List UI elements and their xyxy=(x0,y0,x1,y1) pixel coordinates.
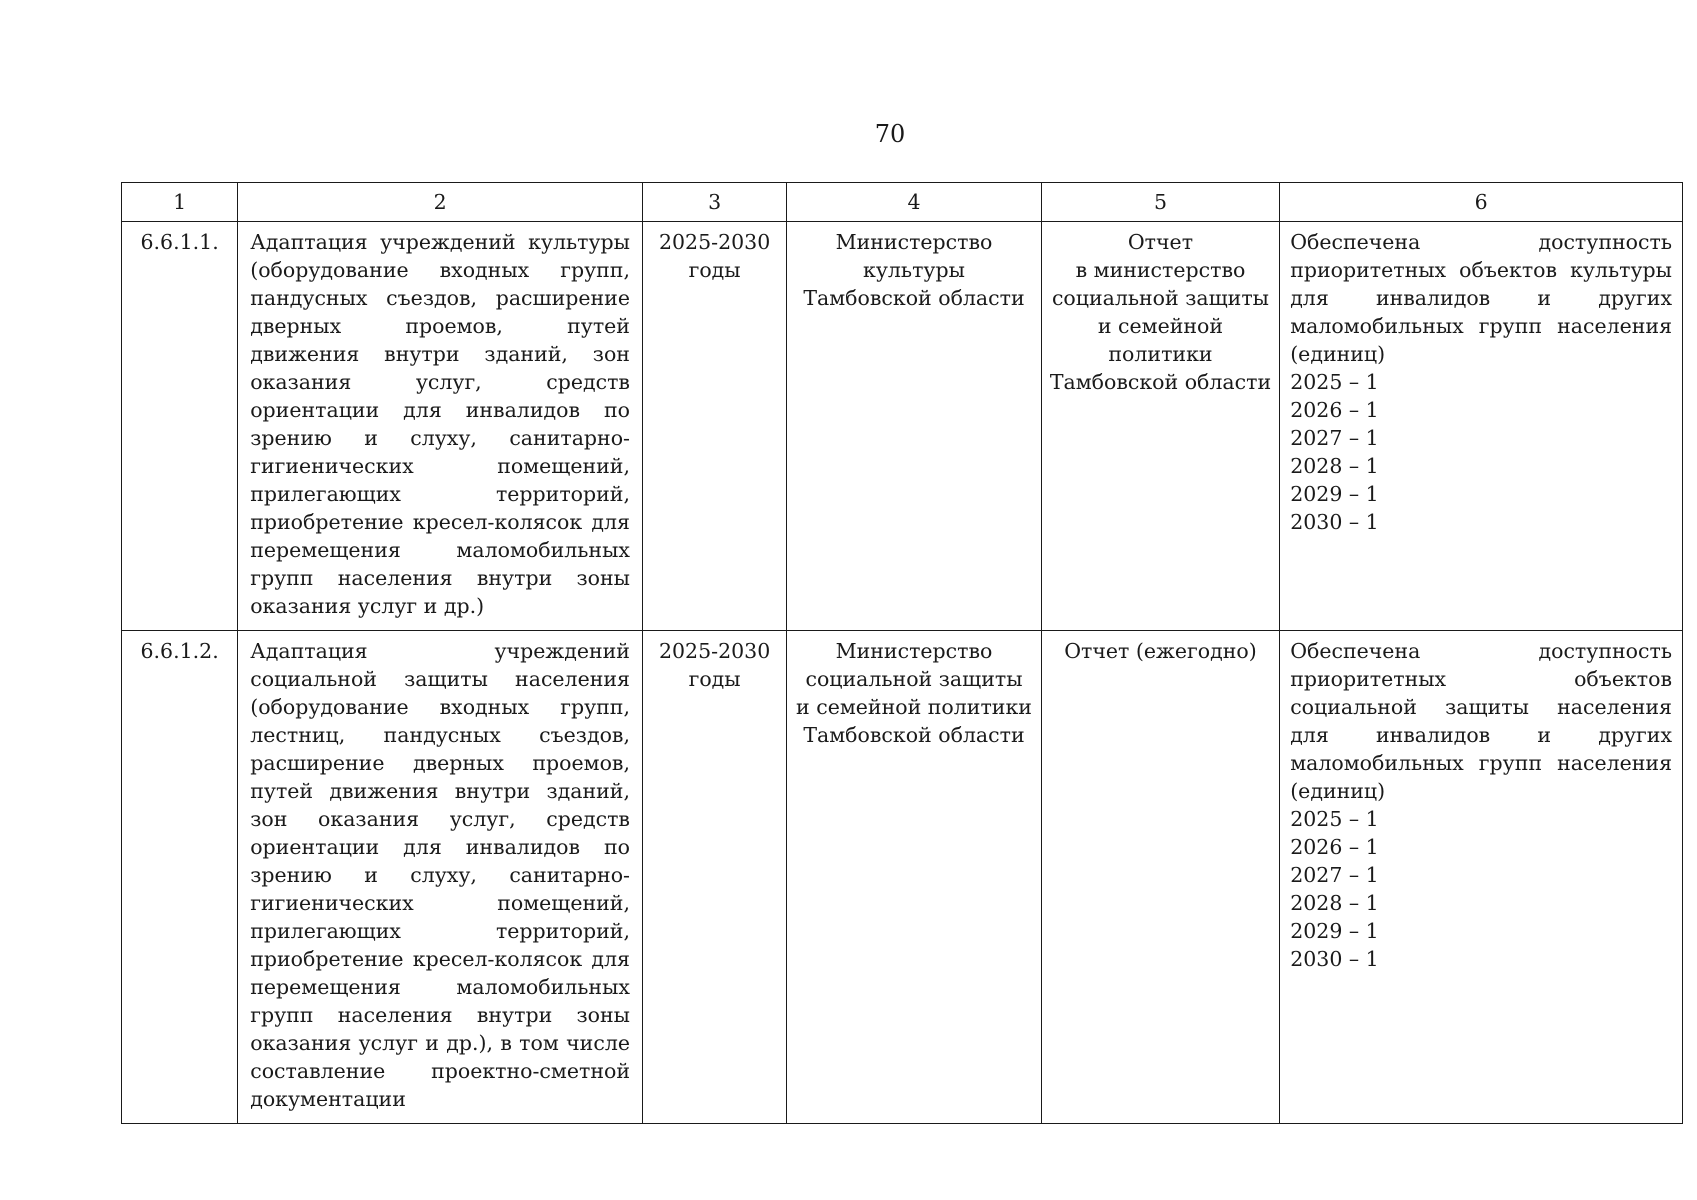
reporting-line: в министерство xyxy=(1075,258,1246,282)
column-header: 3 xyxy=(642,183,786,222)
year-value: 2028 – 1 xyxy=(1290,454,1379,478)
column-header: 5 xyxy=(1041,183,1279,222)
year-value: 2026 – 1 xyxy=(1290,835,1379,859)
measure-period: 2025-2030 годы xyxy=(642,222,786,631)
year-value: 2029 – 1 xyxy=(1290,482,1379,506)
responsible-line: Тамбовской области xyxy=(803,723,1025,747)
year-value: 2030 – 1 xyxy=(1290,947,1379,971)
column-header: 4 xyxy=(787,183,1041,222)
page-number: 70 xyxy=(874,120,906,148)
responsible-line: Министерство xyxy=(835,639,993,663)
year-value: 2029 – 1 xyxy=(1290,919,1379,943)
measure-number: 6.6.1.2. xyxy=(122,631,238,1124)
measure-result xyxy=(1280,222,1683,631)
year-value: 2025 – 1 xyxy=(1290,370,1379,394)
column-header: 2 xyxy=(238,183,643,222)
year-value: 2028 – 1 xyxy=(1290,891,1379,915)
reporting-line: политики xyxy=(1108,342,1213,366)
reporting-line: социальной защиты xyxy=(1051,286,1269,310)
reporting-line: Тамбовской области xyxy=(1049,370,1272,394)
reporting-line: и семейной xyxy=(1097,314,1224,338)
year-value: 2030 – 1 xyxy=(1290,510,1379,534)
column-header: 6 xyxy=(1280,183,1683,222)
table-row xyxy=(122,631,1683,1124)
measure-result xyxy=(1280,631,1683,1124)
reporting-line: Отчет (ежегодно) xyxy=(1064,639,1257,663)
year-value: 2025 – 1 xyxy=(1290,807,1379,831)
measure-reporting xyxy=(1041,222,1279,631)
reporting-line: Отчет xyxy=(1127,230,1194,254)
measure-period: 2025-2030 годы xyxy=(642,631,786,1124)
measure-reporting xyxy=(1041,631,1279,1124)
responsible-line: культуры xyxy=(863,258,965,282)
result-text: Обеспечена доступность приоритетных объектов культуры для инвалидов и других маломобильных групп населения (единиц) xyxy=(1290,230,1672,366)
responsible-line: и семейной политики xyxy=(796,695,1032,719)
year-value: 2026 – 1 xyxy=(1290,398,1379,422)
column-header: 1 xyxy=(122,183,238,222)
measure-responsible xyxy=(787,631,1041,1124)
result-text: Обеспечена доступность приоритетных объектов социальной защиты населения для инвалидов и других маломобильных групп населения (единиц) xyxy=(1290,639,1672,803)
measure-description: Адаптация учреждений культуры (оборудование входных групп, пандусных съездов, расширение дверных проемов, путей движения внутри зданий, зон оказания услуг, средств ориентации для инвалидов по зрению и слуху, санитарно-гигиенических помещений, прилегающих территорий, приобретение кресел-колясок для перемещения маломобильных групп населения внутри зоны оказания услуг и др.) xyxy=(238,222,643,631)
year-value: 2027 – 1 xyxy=(1290,426,1379,450)
responsible-line: социальной защиты xyxy=(805,667,1023,691)
year-value: 2027 – 1 xyxy=(1290,863,1379,887)
measure-description: Адаптация учреждений социальной защиты населения (оборудование входных групп, лестниц, пандусных съездов, расширение дверных проемов, путей движения внутри зданий, зон оказания услуг, средств ориентации для инвалидов по зрению и слуху, санитарно-гигиенических помещений, прилегающих территорий, приобретение кресел-колясок для перемещения маломобильных групп населения внутри зоны оказания услуг и др.), в том числе составление проектно-сметной документации xyxy=(238,631,643,1124)
responsible-line: Тамбовской области xyxy=(803,286,1025,310)
responsible-line: Министерство xyxy=(835,230,993,254)
table-row xyxy=(122,222,1683,631)
measure-responsible xyxy=(787,222,1041,631)
measure-number: 6.6.1.1. xyxy=(122,222,238,631)
measures-table xyxy=(121,182,1683,1124)
table-header-row xyxy=(122,183,1683,222)
